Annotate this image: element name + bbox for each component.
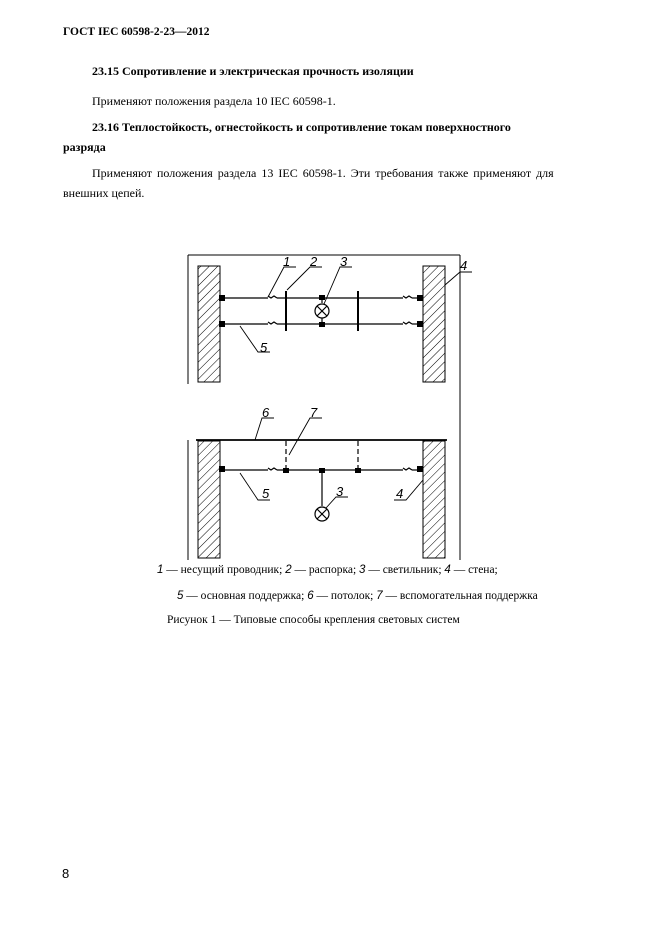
legend-num-7: 7	[376, 590, 383, 602]
anchor	[219, 321, 225, 327]
label-4: 4	[460, 258, 468, 273]
legend-num-2: 2	[285, 564, 292, 576]
legend-num-3: 3	[359, 564, 366, 576]
label-1: 1	[283, 254, 291, 269]
section-23-16-text-line1: Применяют положения раздела 13 IEC 60598-1. Эти требования также применяют для	[92, 166, 554, 180]
legend-num-4: 4	[444, 564, 451, 576]
anchor	[417, 295, 423, 301]
figure-legend-line2	[177, 590, 538, 602]
figure-caption: Рисунок 1 — Типовые способы крепления световых систем	[167, 614, 460, 626]
bottom-diagram	[188, 405, 447, 560]
legend-text-2: — распорка;	[291, 564, 360, 576]
legend-text-7: — вспомогательная поддержка	[382, 590, 538, 602]
label-2: 2	[310, 254, 318, 269]
anchor	[417, 466, 423, 472]
wall-left-bottom	[198, 441, 220, 558]
label-6: 6	[262, 405, 270, 420]
label-3: 3	[340, 254, 348, 269]
legend-num-1: 1	[157, 564, 164, 576]
label-4-bottom: 4	[396, 486, 404, 501]
label-5-bottom: 5	[262, 486, 270, 501]
section-23-15-text: Применяют положения раздела 10 IEC 60598-1.	[92, 94, 336, 108]
wall-left-top	[198, 266, 220, 382]
legend-text-3: — светильник;	[365, 564, 445, 576]
legend-text-4: — стена;	[450, 564, 498, 576]
legend-num-6: 6	[307, 590, 314, 602]
legend-text-5: — основная поддержка;	[183, 590, 308, 602]
anchor	[219, 466, 225, 472]
document-header: ГОСТ IEC 60598-2-23—2012	[63, 26, 210, 38]
legend-num-5: 5	[177, 590, 184, 602]
anchor	[417, 321, 423, 327]
page-number: 8	[62, 866, 70, 881]
section-23-15-title: 23.15 Сопротивление и электрическая прочность изоляции	[92, 64, 414, 78]
legend-text-1: — несущий проводник;	[163, 564, 286, 576]
wall-right-top	[423, 266, 445, 382]
label-3-bottom: 3	[336, 484, 344, 499]
label-5: 5	[260, 340, 268, 355]
figure-legend-line1	[157, 564, 498, 576]
legend-text-6: — потолок;	[313, 590, 377, 602]
wall-right-bottom	[423, 441, 445, 558]
anchor	[219, 295, 225, 301]
top-diagram	[198, 254, 472, 382]
section-23-16-text-line2: внешних цепей.	[63, 186, 145, 200]
section-23-16-title-line1: 23.16 Теплостойкость, огнестойкость и сопротивление токам поверхностного	[92, 120, 511, 134]
section-23-16-title-line2: разряда	[63, 140, 106, 154]
label-7: 7	[310, 405, 318, 420]
